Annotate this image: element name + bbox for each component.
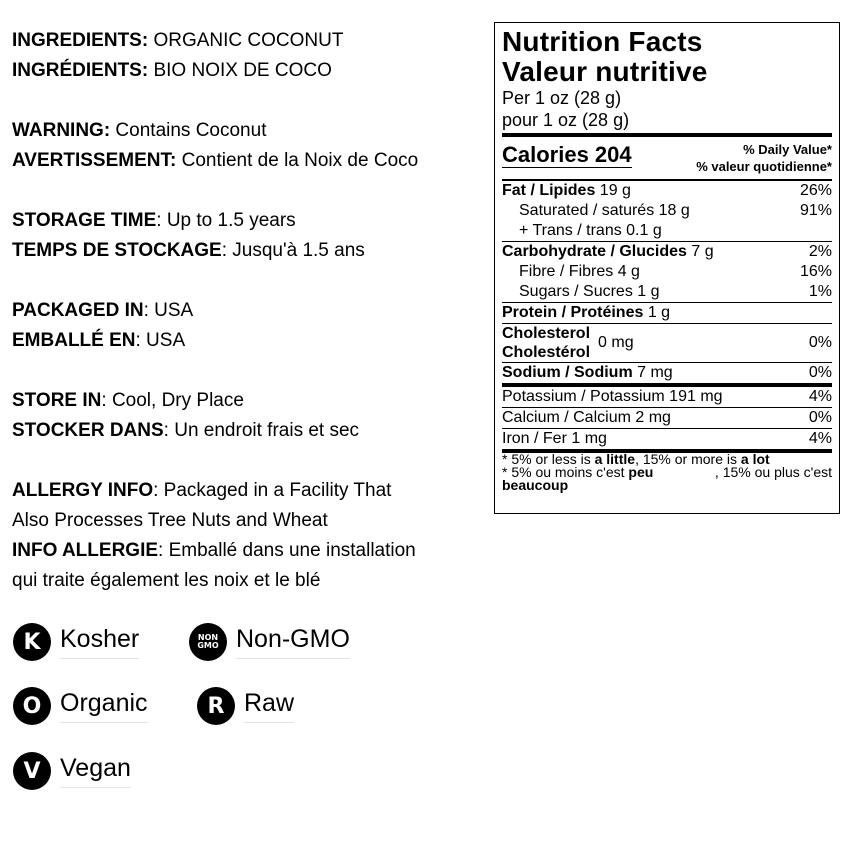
store-en: STORE IN: Cool, Dry Place — [12, 390, 244, 411]
nutrition-title-en: Nutrition Facts — [502, 26, 703, 57]
kosher-icon: K — [13, 623, 51, 661]
serving-size-en: Per 1 oz (28 g) — [502, 88, 622, 108]
store-fr: STOCKER DANS: Un endroit frais et sec — [12, 420, 360, 441]
badge-vegan — [13, 752, 131, 790]
warning-en: WARNING: Contains Coconut — [12, 120, 267, 141]
badge-label: Non-GMO — [236, 625, 350, 659]
nutrition-title-fr: Valeur nutritive — [502, 56, 708, 87]
ingredients-fr: INGRÉDIENTS: BIO NOIX DE COCO — [12, 60, 332, 81]
vegan-icon: V — [13, 752, 51, 790]
iron-row: Iron / Fer 1 mg 4% — [502, 430, 832, 447]
raw-icon: R — [197, 687, 235, 725]
fat-row: Fat / Lipides 19 g 26% — [502, 182, 832, 199]
footnote-fr-cont: beaucoup — [502, 477, 569, 493]
storage-fr: TEMPS DE STOCKAGE: Jusqu'à 1.5 ans — [12, 240, 365, 261]
daily-value-header: % Daily Value* % valeur quotidienne* — [696, 142, 832, 174]
badge-label: Vegan — [60, 754, 131, 788]
allergy-fr: INFO ALLERGIE: Emballé dans une installation — [12, 540, 416, 561]
allergy-en-cont: Also Processes Tree Nuts and Wheat — [12, 510, 328, 531]
packaged-en: PACKAGED IN: USA — [12, 300, 194, 321]
fibre-row: Fibre / Fibres 4 g 16% — [519, 263, 832, 280]
allergy-en: ALLERGY INFO: Packaged in a Facility That — [12, 480, 392, 501]
cholesterol-row: Cholesterol Cholestérol 0 mg 0% — [502, 325, 832, 361]
badge-kosher — [13, 623, 139, 661]
storage-en: STORAGE TIME: Up to 1.5 years — [12, 210, 296, 231]
badge-raw — [197, 687, 294, 725]
badge-organic — [13, 687, 148, 725]
non-gmo-icon: NON GMO — [189, 623, 227, 661]
packaged-fr: EMBALLÉ EN: USA — [12, 330, 186, 351]
calcium-row: Calcium / Calcium 2 mg 0% — [502, 409, 832, 426]
product-info — [12, 26, 482, 596]
saturated-row: Saturated / saturés 18 g 91% — [519, 202, 832, 219]
sugars-row: Sugars / Sucres 1 g 1% — [519, 283, 832, 300]
footnote-fr: * 5% ou moins c'est peu , 15% ou plus c'est — [502, 464, 832, 480]
badge-non-gmo — [189, 623, 350, 661]
organic-icon: O — [13, 687, 51, 725]
protein-row: Protein / Protéines 1 g — [502, 304, 671, 321]
serving-size-fr: pour 1 oz (28 g) — [502, 110, 630, 130]
allergy-fr-cont: qui traite également les noix et le blé — [12, 570, 321, 591]
carbohydrate-row: Carbohydrate / Glucides 7 g 2% — [502, 243, 832, 260]
ingredients-en: INGREDIENTS: ORGANIC COCONUT — [12, 30, 344, 51]
calories: Calories 204 — [502, 142, 632, 167]
trans-row: + Trans / trans 0.1 g — [519, 222, 662, 239]
badge-label: Kosher — [60, 625, 139, 659]
warning-fr: AVERTISSEMENT: Contient de la Noix de Coco — [12, 150, 419, 171]
calories-row — [502, 137, 832, 179]
potassium-row: Potassium / Potassium 191 mg 4% — [502, 388, 832, 405]
footnote-en: * 5% or less is a little, 15% or more is a lot — [502, 451, 770, 467]
sodium-row: Sodium / Sodium 7 mg 0% — [502, 364, 832, 381]
badge-label: Raw — [244, 689, 294, 723]
badge-label: Organic — [60, 689, 148, 723]
nutrition-facts-panel — [494, 22, 840, 514]
